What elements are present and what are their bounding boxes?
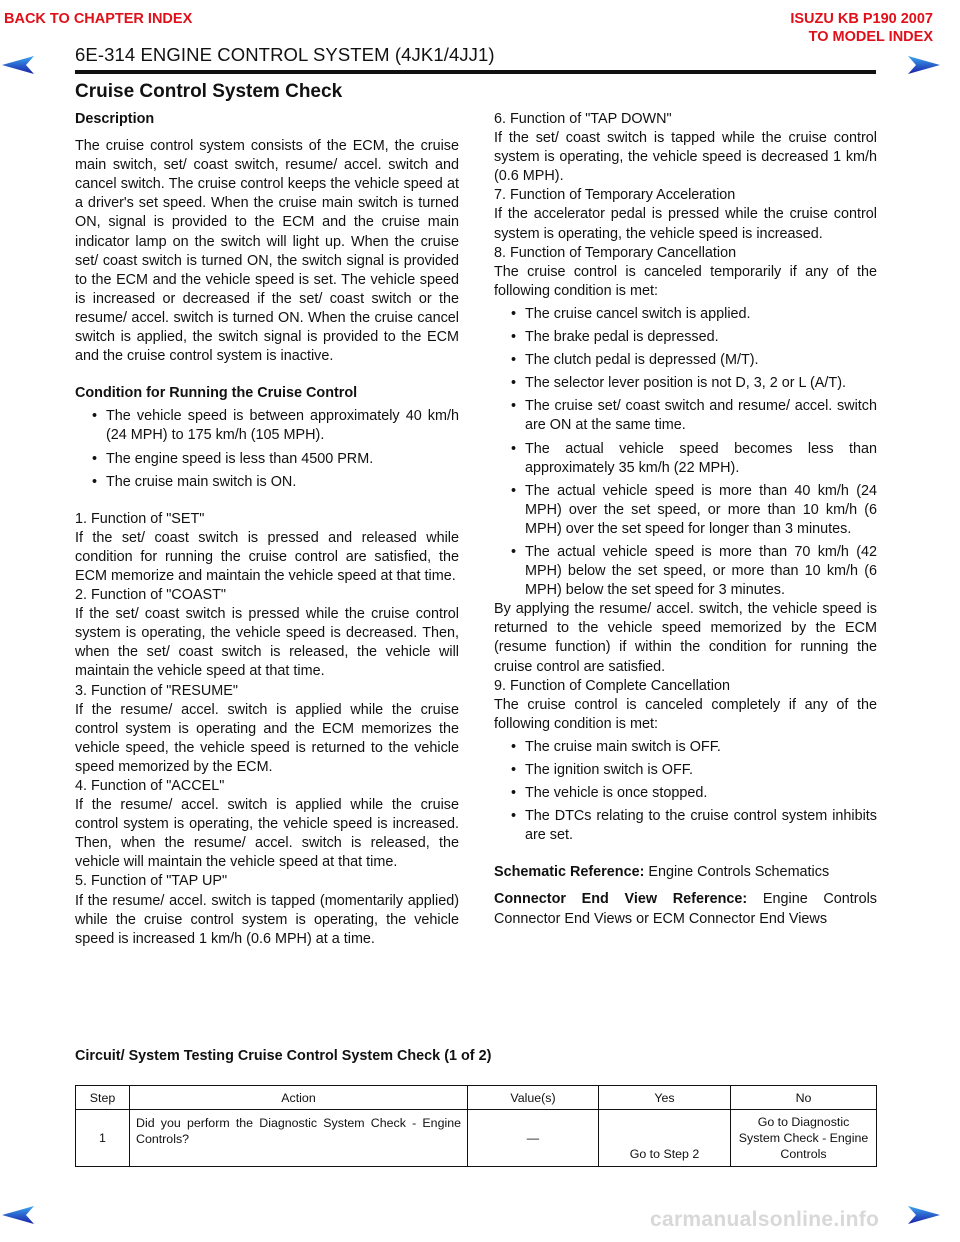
condition-heading: Condition for Running the Cruise Control [75,385,358,402]
connector-text: Engine Controls Connector End Views or ECM Connector End Views [494,891,877,927]
function-heading: 1. Function of "SET" [75,510,205,527]
list-item: • The DTCs relating to the cruise control system inhibits are set. [494,807,877,845]
diagnostic-step-table [75,1085,877,1167]
function-text: If the set/ coast switch is pressed and released while condition for running the cruise control are satisfied, the ECM memorize and maintain the vehicle speed at that time. [75,529,459,584]
list-item: • The engine speed is less than 4500 PRM. [75,450,459,469]
function-text: If the resume/ accel. switch is applied while the cruise control system is operating and the ECM memorizes the vehicle speed, the vehicle speed is returned to the vehicle speed memorized by the ECM. [75,701,459,775]
section-title: Cruise Control System Check [75,81,343,102]
list-item: • The brake pedal is depressed. [494,328,877,347]
schematic-text: Engine Controls Schematics [644,864,830,881]
column-header-values: Value(s) [468,1086,599,1110]
function-heading: 6. Function of "TAP DOWN" [494,111,672,127]
complete-cancel-list [494,738,877,845]
left-column [75,110,459,949]
resume-text: By applying the resume/ accel. switch, the vehicle speed is returned to the vehicle speed memorized by the ECM (resume function) if within the condition for running the cruise control are satisfied. [494,601,877,675]
list-item: • The selector lever position is not D, 3, 2 or L (A/T). [494,374,877,393]
previous-page-arrow-icon[interactable] [0,54,36,76]
column-header-step: Step [76,1086,130,1110]
header-divider [75,70,876,74]
table-header-row [76,1086,877,1110]
column-header-no: No [731,1086,877,1110]
page-header-title: 6E-314 ENGINE CONTROL SYSTEM (4JK1/4JJ1) [75,44,495,65]
next-page-bottom-arrow-icon[interactable] [906,1204,942,1226]
function-heading: 8. Function of Temporary Cancellation [494,244,737,261]
step-action: Did you perform the Diagnostic System Check - Engine Controls? [130,1110,468,1167]
list-item: • The vehicle speed is between approximately 40 km/h (24 MPH) to 175 km/h (105 MPH). [75,407,459,445]
function-heading: 5. Function of "TAP UP" [75,873,228,890]
list-item: • The cruise cancel switch is applied. [494,305,877,324]
list-item: • The actual vehicle speed is more than 40 km/h (24 MPH) over the set speed, or more than 10 km/h (6 MPH) over the set speed for longer than 3 minutes. [494,482,877,539]
condition-list [75,407,459,491]
function-text: The cruise control is canceled temporarily if any of the following condition is met: [494,263,877,299]
list-item: • The actual vehicle speed is more than 70 km/h (42 MPH) below the set speed, or more than 10 km/h (6 MPH) below the set speed for 3 minutes. [494,543,877,600]
function-text: The cruise control is canceled completely if any of the following condition is met: [494,696,877,732]
list-item: • The cruise set/ coast switch and resume/ accel. switch are ON at the same time. [494,397,877,435]
function-heading: 7. Function of Temporary Acceleration [494,187,736,204]
column-header-yes: Yes [599,1086,731,1110]
function-heading: 4. Function of "ACCEL" [75,778,225,794]
function-text: If the set/ coast switch is tapped while the cruise control system is operating, the vehicle speed is decreased 1 km/h (0.6 MPH). [494,130,877,185]
table-row [76,1110,877,1167]
description-text: The cruise control system consists of the ECM, the cruise main switch, set/ coast switch, resume/ accel. switch and cancel switch. The cruise control keeps the vehicle speed at a driver's set speed. When the cruise main switch is turned ON, signal is provided to the ECM and the cruise main indicator lamp on the switch will light up. When the cruise set/ coast switch is turned ON, the switch signal is provided to the ECM and the vehicle speed is set. The vehicle speed is increased or decreased if the set/ coast switch or the resume/ accel. switch is turned ON. When the cruise cancel switch is applied, the switch signal is provided to the ECM and the cruise control system is inactive. [75,138,459,365]
list-item: • The clutch pedal is depressed (M/T). [494,351,877,370]
previous-page-bottom-arrow-icon[interactable] [0,1204,36,1226]
function-text: If the set/ coast switch is pressed while the cruise control system is operating, the vehicle speed is decreased. Then, when the set/ coast switch is released, the vehicle will maintain the vehicle speed at that time. [75,606,459,680]
list-item: • The ignition switch is OFF. [494,761,877,780]
right-column [494,110,877,929]
function-text: If the resume/ accel. switch is applied while the cruise control system is operating, the vehicle speed is increased. Then, when the resume/ accel. switch is released, the vehicle will maintain the vehicle speed at that time. [75,797,459,871]
step-values: — [468,1110,599,1167]
model-title-link[interactable]: ISUZU KB P190 2007 [790,11,933,27]
step-number: 1 [76,1110,130,1167]
connector-reference [494,890,877,928]
back-to-chapter-index-link[interactable]: BACK TO CHAPTER INDEX [4,11,193,27]
description-heading: Description [75,111,155,127]
function-text: If the accelerator pedal is pressed while the cruise control system is operating, the vehicle speed is increased. [494,206,877,242]
column-header-action: Action [130,1086,468,1110]
temporary-cancel-list [494,305,877,600]
to-model-index-link[interactable]: TO MODEL INDEX [808,29,933,45]
function-heading: 2. Function of "COAST" [75,587,226,604]
schematic-reference [494,863,877,882]
function-heading: 9. Function of Complete Cancellation [494,677,730,694]
function-heading: 3. Function of "RESUME" [75,682,238,699]
schematic-label: Schematic Reference: [494,864,645,881]
table-title: Circuit/ System Testing Cruise Control System Check (1 of 2) [75,1048,492,1064]
connector-label: Connector End View Reference: [494,891,748,908]
next-page-arrow-icon[interactable] [906,54,942,76]
list-item: • The cruise main switch is OFF. [494,738,877,757]
list-item: • The actual vehicle speed becomes less than approximately 35 km/h (22 MPH). [494,440,877,478]
function-text: If the resume/ accel. switch is tapped (momentarily applied) while the cruise control system is operating, the vehicle speed is increased 1 km/h (0.6 MPH) at a time. [75,892,459,947]
step-yes: Go to Step 2 [599,1110,731,1167]
watermark: carmanualsonline.info [650,1208,880,1231]
step-no: Go to Diagnostic System Check - Engine Controls [731,1110,877,1167]
list-item: • The vehicle is once stopped. [494,784,877,803]
list-item: • The cruise main switch is ON. [75,473,459,492]
